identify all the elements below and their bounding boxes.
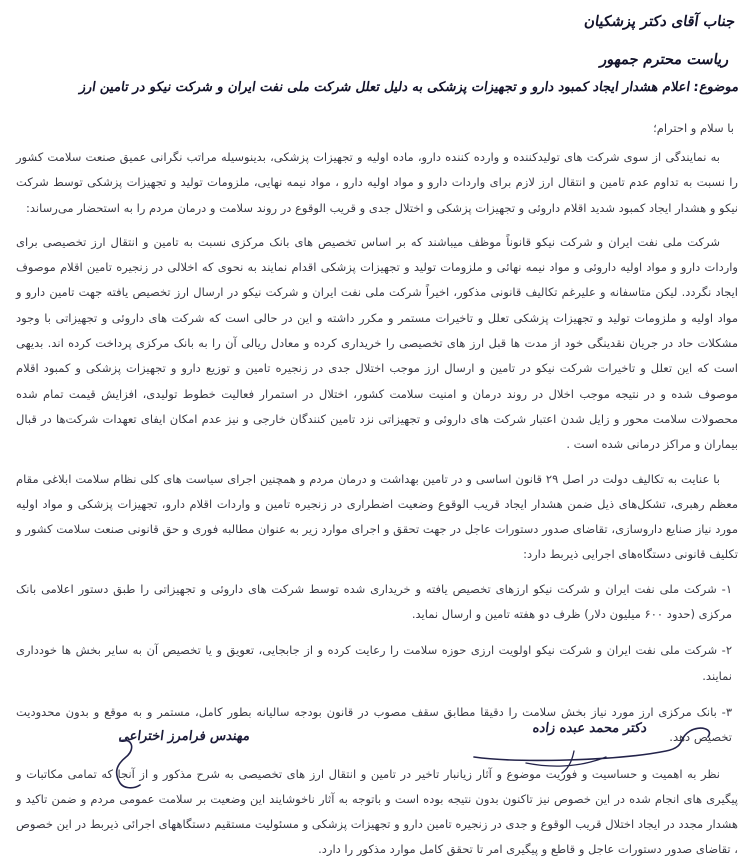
greeting: با سلام و احترام؛ [653, 121, 734, 135]
recipient-title: ریاست محترم جمهور [598, 52, 729, 68]
letter-body [16, 145, 738, 863]
signature-right-name: دکتر محمد عبده زاده [530, 721, 647, 736]
signature-right [446, 721, 706, 736]
paragraph-closing: نظر به اهمیت و حساسیت و فوریت موضوع و آثار زیانبار تاخیر در تامین و انتقال ارز های تخصیصی به شرح مذکور و از آنجا که تمامی مکاتبات و پیگیری های انجام شده در این خصوص نیز تاکنون بدون نتیجه بوده است و باتوجه به آثار ناخوشایند این وضعیت بر سلامت عمومی مردم و ضمن تاکید و هشدار مجدد در ایجاد اختلال قریب الوقوع و جدی در زنجیره تامین دارو و تجهیزات پزشکی و مسئولیت مستقیم دستگاههای اجرائی ذیربط در این خصوص ، تقاضای صدور دستورات عاجل و قاطع و پیگیری امر تا تحقق کامل موارد مذکور را دارد. [16, 766, 738, 857]
demand-item-3: ۳- بانک مرکزی ارز مورد نیاز بخش سلامت را دقیقا مطابق سقف مصوب در قانون بودجه سالیانه بطور کامل، مستمر و به موقع و بدون محدودیت تخصیص دهد. [16, 704, 732, 745]
signature-area [0, 674, 754, 744]
paragraph-demands-intro: با عنایت به تکالیف دولت در اصل ۲۹ قانون اساسی و در تامین بهداشت و درمان مردم و همچنین اجرای سیاست های کلی نظام سلامت ابلاغی مقام معظم رهبری، تشکل‌های ذیل ضمن هشدار ایجاد قریب الوقوع وضعیت اضطراری در زنجیره تامین و واردات اقلام دارو، تجهیزات پزشکی و مواد اولیه مورد نیاز صنایع داروسازی، تقاضای صدور دستورات عاجل در جهت تحقق و اجرای موارد زیر به عنوان مطالبه فوری و حق قانونی صنعت سلامت کشور و تکلیف قانونی دستگاه‌های اجرایی ذیربط دارد: [16, 471, 738, 562]
recipient-name: جناب آقای دکتر پزشکیان [582, 14, 735, 30]
paragraph-intro: به نمایندگی از سوی شرکت های تولیدکننده و وارده کننده دارو، ماده اولیه و تجهیزات پزشکی، بدینوسیله مراتب نگرانی عمیق صنعت سلامت کشور را نسبت به تداوم عدم تامین و انتقال ارز لازم برای واردات دارو و مواد اولیه دارو ، مواد نیمه نهایی، ملزومات تولید و تجهیزات پزشکی توسط شرکت نیکو و هشدار ایجاد کمبود شدید اقلام داروئی و تجهیزات پزشکی و اختلال جدی و قریب الوقوع در روند سلامت و درمان مردم را به استحضار می‌رساند: [16, 150, 738, 215]
demand-item-1: ۱- شرکت ملی نفت ایران و شرکت نیکو ارزهای تخصیص یافته و خریداری شده توسط شرکت های داروئی و تجهیزاتی را طبق دستور اعلامی بانک مرکزی (حدود ۶۰۰ میلیون دلار) ظرف دو هفته تامین و ارسال نماید. [16, 581, 732, 622]
paragraph-main: شرکت ملی نفت ایران و شرکت نیکو قانوناً موظف میباشند که بر اساس تخصیص های بانک مرکزی نسبت به تامین و انتقال ارز تخصیصی برای واردات دارو و مواد اولیه داروئی و مواد نیمه نهائی و ملزومات تولید و تجهیزات پزشکی اقدام نمایند به نحوی که اخلالی در زنجیره تامین اقلام موصوف ایجاد نگردد. لیکن متاسفانه و علیرغم تکالیف قانونی مذکور، اخیراً شرکت ملی نفت ایران و شرکت نیکو در ارسال ارز تخصیص یافته جهت تامین دارو و مواد اولیه و ملزومات تولید و تجهیزات پزشکی تعلل و تاخیرات مستمر و مکرر داشته و این در حالی است که شرکت های داروئی و تجهیزاتی با وجود مشکلات حاد در جریان نقدینگی خود از مدت ها قبل ارز های تخصیصی را خریداری کرده و معادل ریالی آن را به بانک مرکزی پرداخت کرده اند. بدیهی است که این تعلل و تاخیرات شرکت نیکو در تامین و ارسال ارز موجب اختلال جدی در زنجیره تامین و توزیع دارو و تجهیزات پزشکی و کمبود اقلام موصوف شده و در نتیجه موجب اخلال در روند درمان و امنیت سلامت کشور، اختلال در استمرار فعالیت خطوط تولیدی، افزایش قیمت تمام شده محصولات سلامت محور و زایل شدن اعتبار شرکت های داروئی و تجهیزاتی نزد تامین کنندگان خارجی و نیز عدم امکان ایفای تعهدات شرکت‌ها در قبال بیماران و مراکز درمانی شده است . [16, 234, 738, 452]
signature-left [88, 729, 328, 744]
subject-line: موضوع: اعلام هشدار ایجاد کمبود دارو و تجهیزات پزشکی به دلیل تعلل شرکت ملی نفت ایران و شرکت نیکو در تامین ارز [77, 80, 739, 95]
signature-left-name: مهندس فرامرز اختراعی [117, 729, 250, 744]
demand-item-2: ۲- شرکت ملی نفت ایران و شرکت نیکو اولویت ارزی حوزه سلامت را رعایت کرده و از جابجایی، تعویق و یا تخصیص آن به سایر بخش ها خودداری نمایند. [16, 643, 732, 683]
